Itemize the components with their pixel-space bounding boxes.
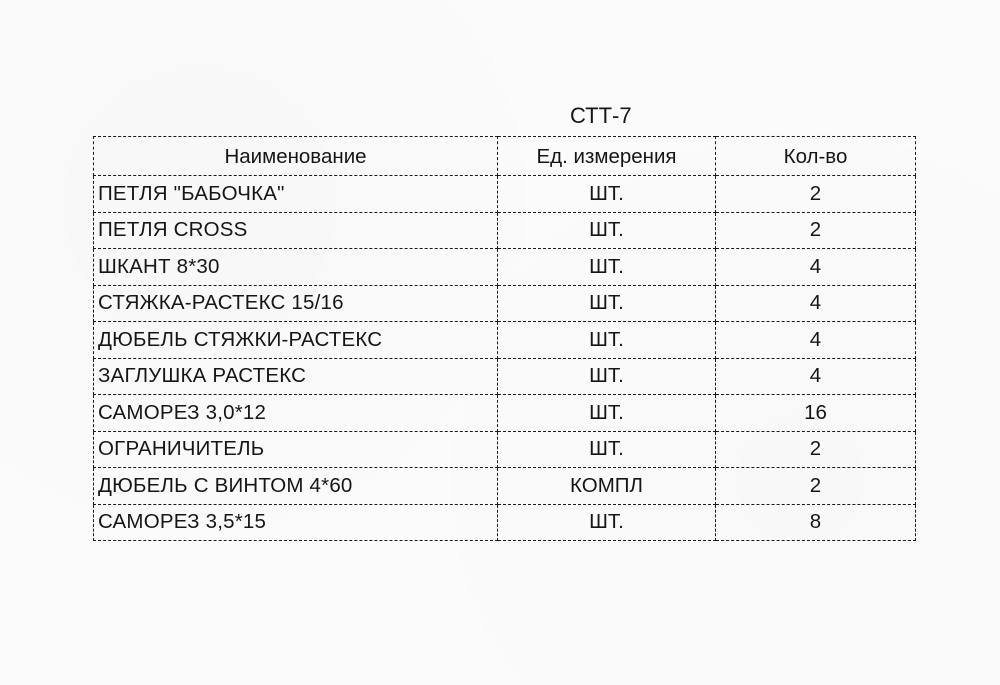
cell-unit: КОМПЛ <box>498 468 716 505</box>
cell-qty: 4 <box>716 358 916 395</box>
cell-name: ОГРАНИЧИТЕЛЬ <box>94 431 498 468</box>
cell-qty: 8 <box>716 504 916 541</box>
cell-qty: 4 <box>716 322 916 359</box>
table-row <box>94 322 916 359</box>
cell-name: ПЕТЛЯ "БАБОЧКА" <box>94 176 498 213</box>
cell-qty: 2 <box>716 468 916 505</box>
cell-name: ДЮБЕЛЬ СТЯЖКИ-РАСТЕКС <box>94 322 498 359</box>
table-row <box>94 395 916 432</box>
cell-name: САМОРЕЗ 3,0*12 <box>94 395 498 432</box>
cell-name: ЗАГЛУШКА РАСТЕКС <box>94 358 498 395</box>
header-qty: Кол-во <box>716 137 916 176</box>
document-title: СТТ-7 <box>570 103 632 128</box>
cell-name: СТЯЖКА-РАСТЕКС 15/16 <box>94 285 498 322</box>
cell-unit: ШТ. <box>498 395 716 432</box>
table-row <box>94 249 916 286</box>
cell-qty: 2 <box>716 176 916 213</box>
cell-unit: ШТ. <box>498 249 716 286</box>
cell-name: ДЮБЕЛЬ С ВИНТОМ 4*60 <box>94 468 498 505</box>
table-row <box>94 176 916 213</box>
parts-table <box>93 136 916 541</box>
cell-name: ШКАНТ 8*30 <box>94 249 498 286</box>
cell-qty: 16 <box>716 395 916 432</box>
cell-qty: 4 <box>716 249 916 286</box>
cell-unit: ШТ. <box>498 285 716 322</box>
cell-name: САМОРЕЗ 3,5*15 <box>94 504 498 541</box>
table-row <box>94 468 916 505</box>
table-row <box>94 212 916 249</box>
table-row <box>94 358 916 395</box>
cell-qty: 2 <box>716 212 916 249</box>
cell-qty: 4 <box>716 285 916 322</box>
cell-unit: ШТ. <box>498 212 716 249</box>
cell-unit: ШТ. <box>498 176 716 213</box>
cell-unit: ШТ. <box>498 504 716 541</box>
cell-unit: ШТ. <box>498 322 716 359</box>
table-header-row <box>94 137 916 176</box>
cell-qty: 2 <box>716 431 916 468</box>
table-row <box>94 431 916 468</box>
cell-unit: ШТ. <box>498 431 716 468</box>
cell-unit: ШТ. <box>498 358 716 395</box>
header-unit: Ед. измерения <box>498 137 716 176</box>
header-name: Наименование <box>94 137 498 176</box>
table-row <box>94 504 916 541</box>
cell-name: ПЕТЛЯ CROSS <box>94 212 498 249</box>
table-row <box>94 285 916 322</box>
